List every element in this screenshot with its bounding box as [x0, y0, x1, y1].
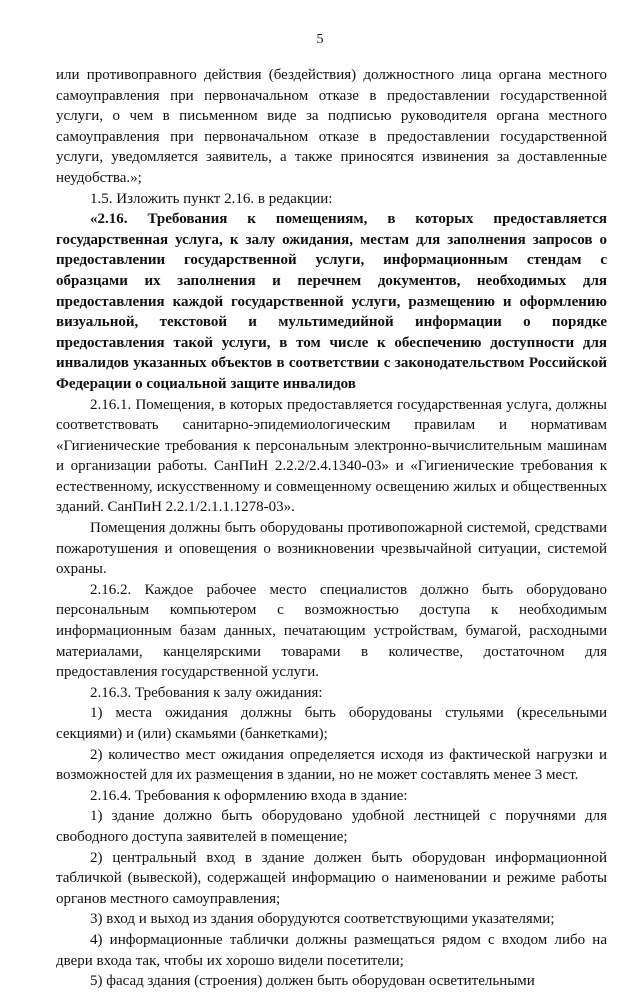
list-item: 2) количество мест ожидания определяется исходя из фактической нагрузки и возможностей для их размещения в здании, но не может составлять менее 3 мест. — [56, 746, 607, 784]
list-item: 1) здание должно быть оборудовано удобной лестницей с поручнями для свободного доступа заявителей в помещение; — [56, 808, 607, 845]
list-item: 5) фасад здания (строения) должен быть оборудован осветительными — [90, 973, 535, 990]
paragraph: 2.16.2. Каждое рабочее место специалистов должно быть оборудовано персональным компьютером с возможностью доступа к необходимым информационным базам данных, печатающим устройствам, бумагой, расходными материалами, канцелярскими товарами в количестве, достаточном для предоставления государственной услуги. — [56, 581, 607, 681]
list-item: 2) центральный вход в здание должен быть оборудован информационной табличкой (вывеской), содержащей информацию о наименовании и режиме работы органов местного самоуправления; — [56, 849, 607, 907]
list-item: 1) места ожидания должны быть оборудованы стульями (кресельными секциями) и (или) скамьями (банкетками); — [56, 705, 607, 742]
paragraph: или противоправного действия (бездействия) должностного лица органа местного самоуправления при первоначальном отказе в предоставлении государственной услуги, о чем в письменном виде за подписью руководителя органа местного самоуправления при первоначальном отказе в предоставлении государственной услуги, уведомляется заявитель, а также приносятся извинения за доставленные неудобства.»; — [56, 67, 607, 186]
paragraph: 1.5. Изложить пункт 2.16. в редакции: — [90, 190, 333, 207]
document-body — [56, 65, 607, 992]
paragraph: Помещения должны быть оборудованы противопожарной системой, средствами пожаротушения и оповещения о возникновении чрезвычайной ситуации, системой охраны. — [56, 520, 607, 578]
page-number: 5 — [316, 32, 324, 47]
list-item: 4) информационные таблички должны размещаться рядом с входом либо на двери входа так, чтобы их хорошо видели посетители; — [56, 931, 607, 969]
section-heading: «2.16. Требования к помещениям, в которых предоставляется государственная услуга, к залу ожидания, местам для заполнения запросов о предоставлении государственной услуги, информационным стендам с образцами их заполнения и перечнем документов, необходимых для предоставления каждой государственной услуги, размещению и оформлению визуальной, текстовой и мультимедийной информации о порядке предоставления такой услуги, в том числе к обеспечению доступности для инвалидов указанных объектов в соответствии с законодательством Российской Федерации о социальной защите инвалидов — [56, 211, 607, 392]
paragraph: 2.16.4. Требования к оформлению входа в здание: — [90, 787, 408, 804]
paragraph: 2.16.1. Помещения, в которых предоставляется государственная услуга, должны соответствовать санитарно-эпидемиологическим правилам и нормативам «Гигиенические требования к персональным электронно-вычислительным машинам и организации работы. СанПиН 2.2.2/2.4.1340-03» и «Гигиенические требования к естественному, искусственному и совмещенному освещению жилых и общественных зданий. СанПиН 2.2.1/2.1.1.1278-03». — [56, 396, 607, 516]
paragraph: 2.16.3. Требования к залу ожидания: — [90, 684, 323, 701]
list-item: 3) вход и выход из здания оборудуются соответствующими указателями; — [90, 911, 555, 928]
